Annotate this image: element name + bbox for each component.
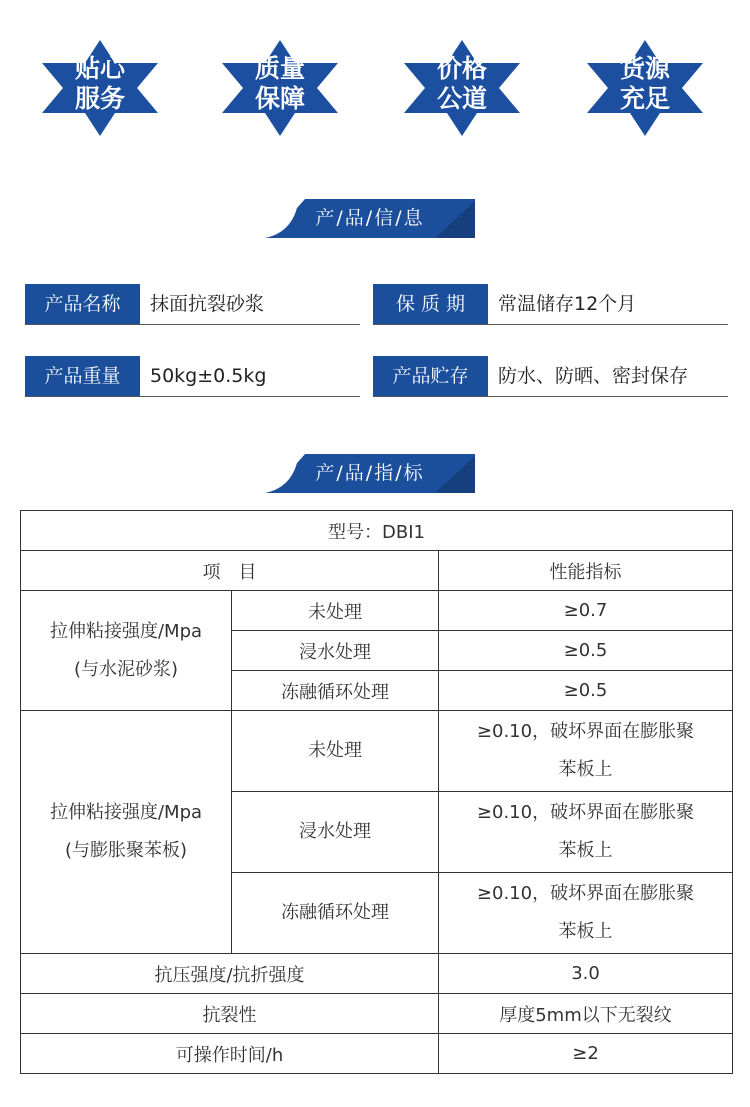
- badge-line2: 公道: [436, 84, 487, 113]
- value-line1: ≥0.10，破坏界面在膨胀聚: [476, 721, 695, 742]
- table-model: 型号：DBI1: [21, 511, 733, 551]
- value-cell: 3.0: [439, 954, 733, 994]
- spec-table: [20, 510, 733, 1074]
- section-title: 产/品/指/标: [315, 462, 425, 484]
- condition-cell: 冻融循环处理: [232, 873, 439, 954]
- value-cell: [439, 792, 733, 873]
- value-cell: ≥2: [439, 1034, 733, 1074]
- value-cell: ≥0.7: [439, 591, 733, 631]
- table-row: [21, 591, 733, 631]
- info-label: 产品重量: [25, 356, 140, 396]
- condition-cell: 未处理: [232, 591, 439, 631]
- table-row: [21, 994, 733, 1034]
- value-cell: ≥0.5: [439, 631, 733, 671]
- badge-line2: 服务: [74, 84, 125, 113]
- item-cell: 抗裂性: [21, 994, 439, 1034]
- badge-quality: [220, 38, 340, 138]
- table-row: [21, 711, 733, 792]
- badge-service: [40, 38, 160, 138]
- value-cell: [439, 711, 733, 792]
- table-row: [21, 511, 733, 551]
- table-row: [21, 1034, 733, 1074]
- value-line2: 苯板上: [558, 840, 613, 861]
- value-line1: ≥0.10，破坏界面在膨胀聚: [476, 883, 695, 904]
- group-label: [21, 591, 232, 711]
- condition-cell: 未处理: [232, 711, 439, 792]
- info-label: 保 质 期: [373, 284, 488, 324]
- value-cell: 厚度5mm以下无裂纹: [439, 994, 733, 1034]
- badge-line1: 货源: [619, 54, 670, 83]
- info-value: 抹面抗裂砂浆: [150, 293, 265, 315]
- info-label: 产品贮存: [373, 356, 488, 396]
- table-row: [21, 954, 733, 994]
- value-cell: ≥0.5: [439, 671, 733, 711]
- badge-line1: 贴心: [74, 54, 125, 83]
- badge-supply: [585, 38, 705, 138]
- group-label: [21, 711, 232, 954]
- value-line1: ≥0.10，破坏界面在膨胀聚: [476, 802, 695, 823]
- info-shelf-life: [373, 284, 728, 325]
- badge-line1: 价格: [436, 54, 487, 83]
- section-title: 产/品/信/息: [315, 207, 425, 229]
- feature-badges: [0, 38, 750, 138]
- info-value: 常温储存12个月: [498, 293, 637, 315]
- section-banner-spec: [265, 448, 475, 498]
- info-storage: [373, 356, 728, 397]
- info-product-weight: [25, 356, 360, 397]
- group-line2: (与水泥砂浆): [73, 658, 179, 680]
- condition-cell: 浸水处理: [232, 792, 439, 873]
- badge-price: [402, 38, 522, 138]
- section-banner-info: [265, 193, 475, 243]
- header-performance: 性能指标: [439, 551, 733, 591]
- info-value: 防水、防晒、密封保存: [498, 365, 689, 387]
- info-product-name: [25, 284, 360, 325]
- condition-cell: 浸水处理: [232, 631, 439, 671]
- header-item: 项 目: [21, 551, 439, 591]
- badge-line2: 充足: [619, 84, 670, 113]
- group-line1: 拉伸粘接强度/Mpa: [49, 802, 203, 823]
- value-line2: 苯板上: [558, 921, 613, 942]
- item-cell: 可操作时间/h: [21, 1034, 439, 1074]
- badge-line1: 质量: [254, 54, 305, 83]
- group-line1: 拉伸粘接强度/Mpa: [49, 620, 203, 642]
- info-label: 产品名称: [25, 284, 140, 324]
- badge-line2: 保障: [254, 84, 305, 113]
- value-cell: [439, 873, 733, 954]
- value-line2: 苯板上: [558, 759, 613, 780]
- item-cell: 抗压强度/抗折强度: [21, 954, 439, 994]
- condition-cell: 冻融循环处理: [232, 671, 439, 711]
- info-value: 50kg±0.5kg: [150, 365, 267, 387]
- table-header-row: [21, 551, 733, 591]
- group-line2: (与膨胀聚苯板): [64, 840, 188, 861]
